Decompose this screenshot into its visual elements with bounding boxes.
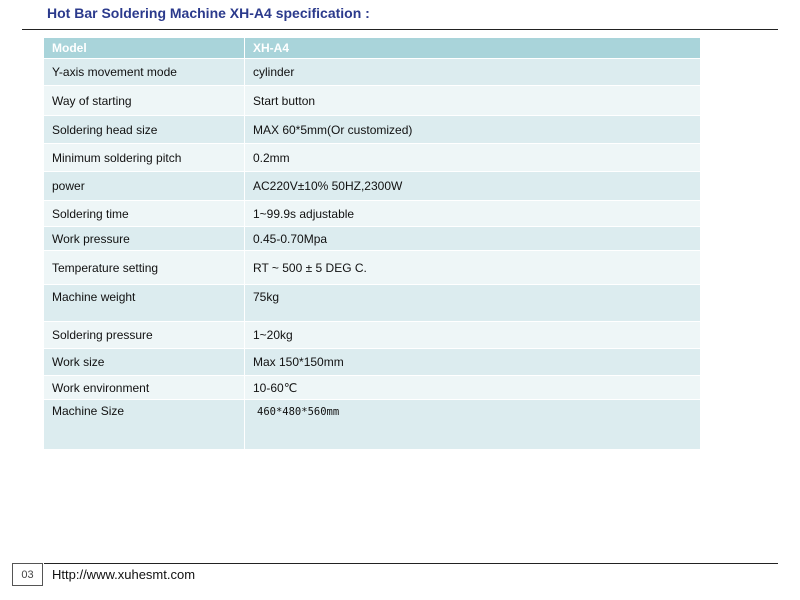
spec-label: Work pressure <box>44 227 245 251</box>
spec-label: Temperature setting <box>44 251 245 285</box>
table-row <box>44 227 701 251</box>
spec-value <box>245 400 701 450</box>
table-row <box>44 86 701 116</box>
table-row <box>44 144 701 172</box>
spec-label: Soldering time <box>44 201 245 227</box>
table-row <box>44 322 701 349</box>
table-row <box>44 285 701 322</box>
spec-value: AC220V±10% 50HZ,2300W <box>245 172 701 201</box>
spec-value: 1~20kg <box>245 322 701 349</box>
spec-label: Machine Size <box>44 400 245 450</box>
spec-label: Minimum soldering pitch <box>44 144 245 172</box>
spec-label: Work size <box>44 349 245 376</box>
spec-value: 10-60℃ <box>245 376 701 400</box>
spec-table <box>44 38 701 450</box>
header-cell-model-value: XH-A4 <box>245 38 701 59</box>
table-row <box>44 251 701 285</box>
table-row <box>44 376 701 400</box>
spec-value: RT ~ 500 ± 5 DEG C. <box>245 251 701 285</box>
spec-value: Max 150*150mm <box>245 349 701 376</box>
spec-label: Way of starting <box>44 86 245 116</box>
table-row <box>44 172 701 201</box>
spec-value: 0.45-0.70Mpa <box>245 227 701 251</box>
page-title: Hot Bar Soldering Machine XH-A4 specification : <box>47 5 370 21</box>
spec-value: MAX 60*5mm(Or customized) <box>245 116 701 144</box>
footer-url[interactable]: Http://www.xuhesmt.com <box>52 567 196 582</box>
spec-label: Machine weight <box>44 285 245 322</box>
spec-value: cylinder <box>245 59 701 86</box>
table-row <box>44 116 701 144</box>
spec-label: power <box>44 172 245 201</box>
spec-label: Y-axis movement mode <box>44 59 245 86</box>
spec-value: 1~99.9s adjustable <box>245 201 701 227</box>
page-number: 03 <box>12 563 43 586</box>
title-divider <box>22 29 778 30</box>
table-row <box>44 201 701 227</box>
footer-divider <box>44 563 778 564</box>
table-row <box>44 59 701 86</box>
spec-label: Soldering pressure <box>44 322 245 349</box>
spec-label: Soldering head size <box>44 116 245 144</box>
table-row <box>44 400 701 450</box>
table-header-row <box>44 38 701 59</box>
spec-value: Start button <box>245 86 701 116</box>
spec-value: 75kg <box>245 285 701 322</box>
machine-size-value: 460*480*560mm <box>257 406 340 418</box>
header-cell-model: Model <box>44 38 245 59</box>
spec-value: 0.2mm <box>245 144 701 172</box>
table-row <box>44 349 701 376</box>
spec-label: Work environment <box>44 376 245 400</box>
